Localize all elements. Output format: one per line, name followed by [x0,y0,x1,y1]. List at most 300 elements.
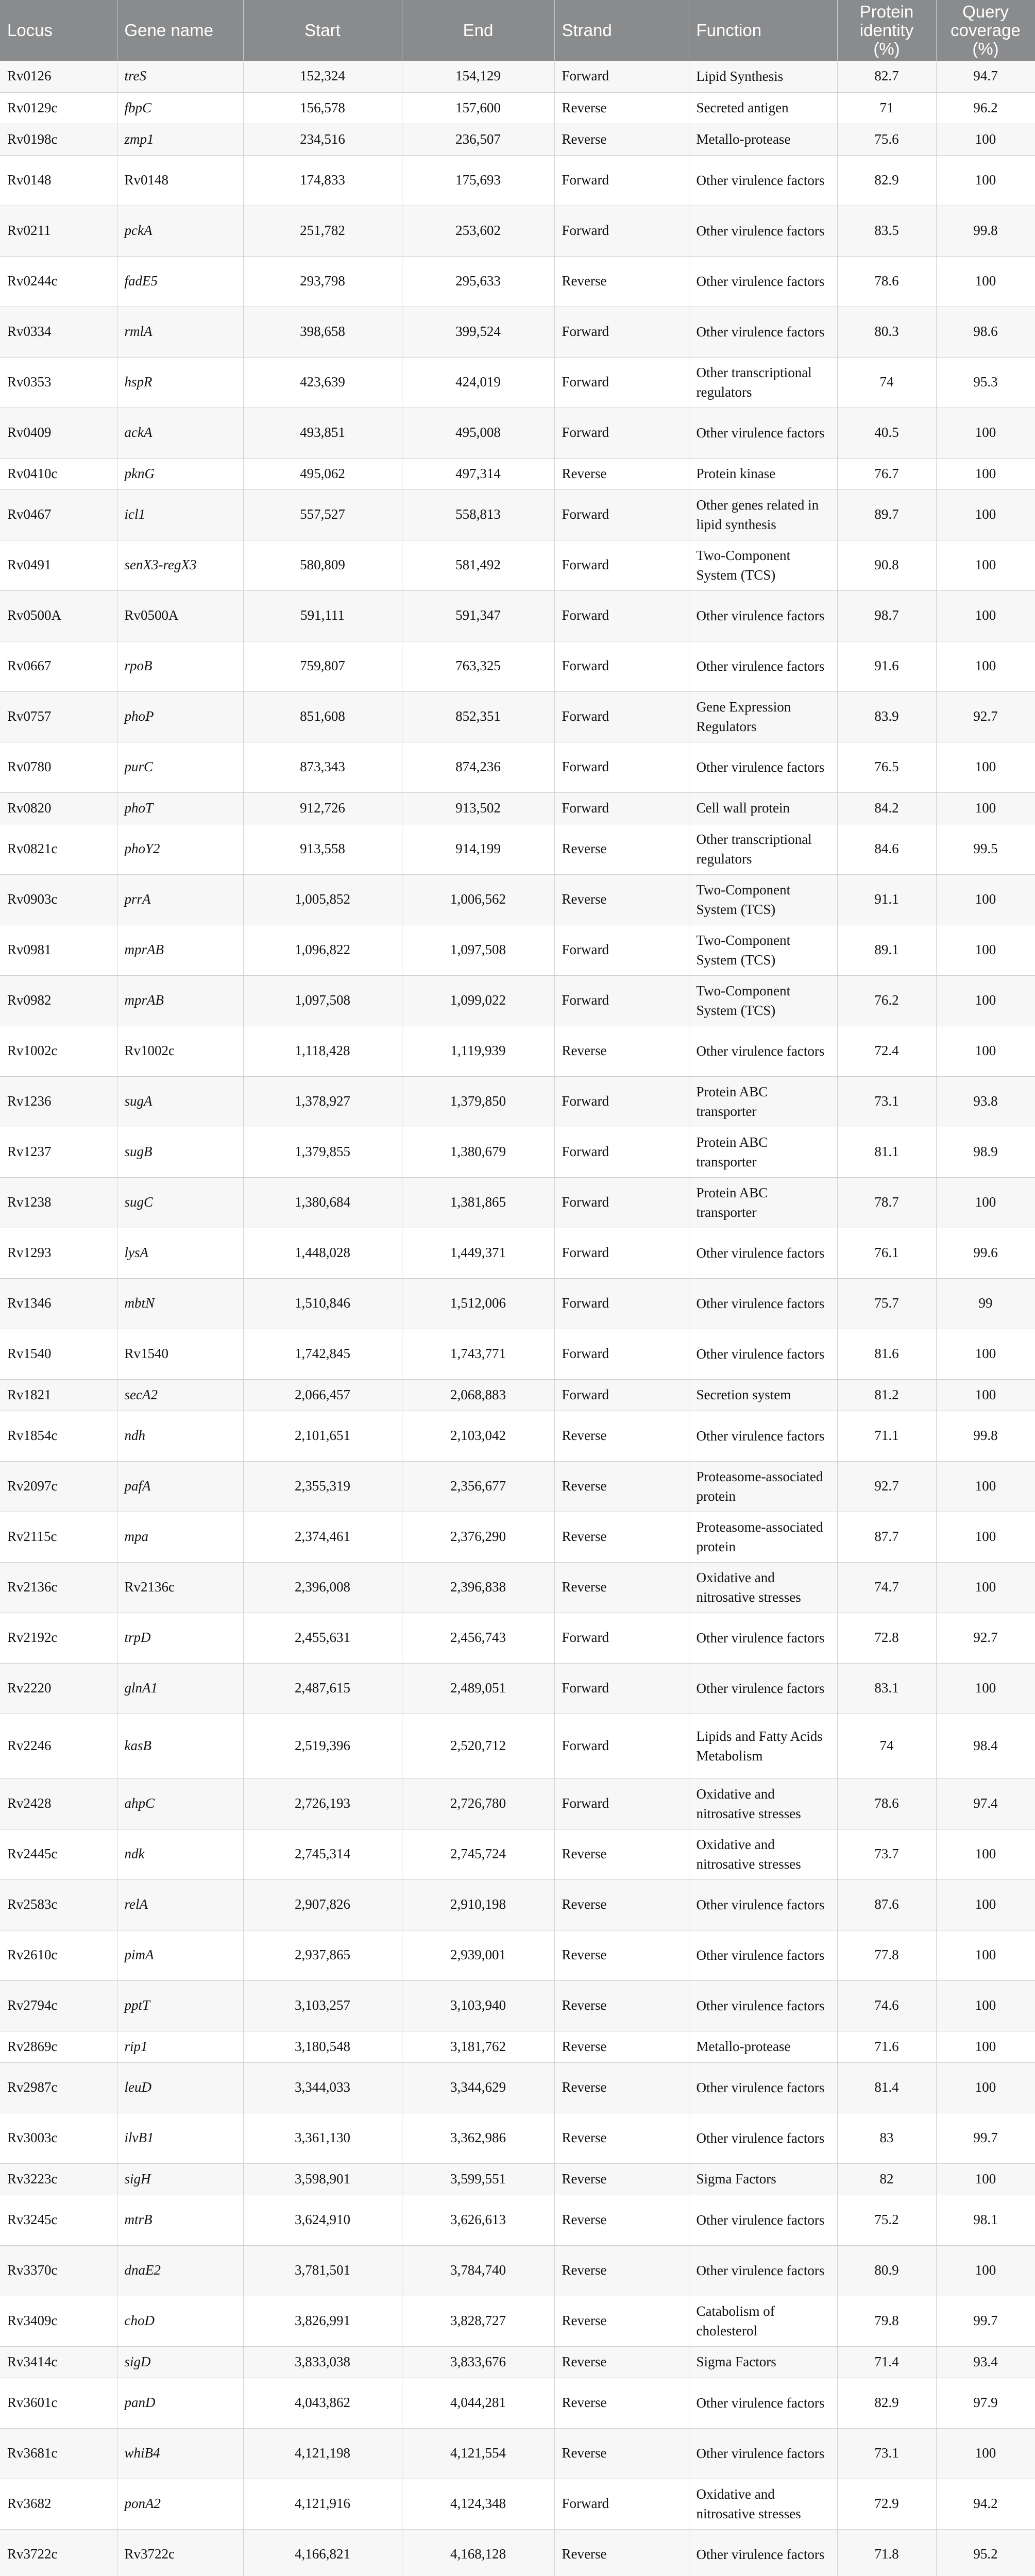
table-row [0,1379,1035,1411]
gene-name-cell: pimA [117,1930,243,1980]
gene-name-cell: Rv0148 [117,155,243,206]
end-cell: 236,507 [402,124,554,155]
end-cell: 852,351 [402,691,554,742]
query-coverage-cell: 100 [936,1879,1035,1930]
function-cell: Metallo-protease [689,2031,837,2062]
function-cell: Protein ABC transporter [689,1177,837,1228]
locus-cell: Rv1236 [0,1076,117,1127]
query-coverage-cell: 97.4 [936,1778,1035,1829]
query-coverage-cell: 100 [936,540,1035,590]
query-coverage-cell: 100 [936,792,1035,824]
locus-cell: Rv0409 [0,408,117,458]
query-coverage-cell: 97.9 [936,2378,1035,2428]
start-cell: 3,361,130 [243,2113,402,2163]
strand-cell: Reverse [554,2245,689,2296]
table-row [0,2062,1035,2113]
protein-identity-cell: 91.1 [837,874,936,925]
strand-cell: Forward [554,155,689,206]
table-row [0,2428,1035,2479]
strand-cell: Reverse [554,2346,689,2378]
start-cell: 1,096,822 [243,925,402,975]
strand-cell: Reverse [554,1829,689,1879]
query-coverage-cell: 100 [936,1379,1035,1411]
gene-name-cell: mpa [117,1512,243,1562]
locus-cell: Rv2192c [0,1613,117,1663]
locus-cell: Rv0903c [0,874,117,925]
start-cell: 398,658 [243,307,402,357]
locus-cell: Rv3409c [0,2296,117,2346]
protein-identity-cell: 76.2 [837,975,936,1026]
locus-cell: Rv3414c [0,2346,117,2378]
gene-name-cell: purC [117,742,243,792]
locus-cell: Rv3223c [0,2163,117,2195]
end-cell: 154,129 [402,61,554,92]
gene-name-cell: Rv2136c [117,1562,243,1613]
end-cell: 424,019 [402,357,554,408]
start-cell: 251,782 [243,206,402,256]
locus-cell: Rv3601c [0,2378,117,2428]
gene-name-cell: Rv3722c [117,2529,243,2576]
end-cell: 175,693 [402,155,554,206]
start-cell: 557,527 [243,489,402,540]
gene-name-cell: fbpC [117,92,243,124]
function-cell: Other virulence factors [689,2378,837,2428]
start-cell: 2,519,396 [243,1714,402,1778]
query-coverage-cell: 92.7 [936,691,1035,742]
protein-identity-cell: 80.3 [837,307,936,357]
end-cell: 3,181,762 [402,2031,554,2062]
end-cell: 3,344,629 [402,2062,554,2113]
function-cell: Other virulence factors [689,1278,837,1329]
gene-name-cell: leuD [117,2062,243,2113]
query-coverage-cell: 100 [936,1663,1035,1714]
header-start: Start [243,0,402,61]
locus-cell: Rv2136c [0,1562,117,1613]
end-cell: 2,726,780 [402,1778,554,1829]
end-cell: 4,044,281 [402,2378,554,2428]
locus-cell: Rv2794c [0,1980,117,2031]
end-cell: 495,008 [402,408,554,458]
strand-cell: Forward [554,61,689,92]
strand-cell: Reverse [554,2378,689,2428]
strand-cell: Reverse [554,1411,689,1461]
start-cell: 3,180,548 [243,2031,402,2062]
start-cell: 2,907,826 [243,1879,402,1930]
protein-identity-cell: 73.1 [837,1076,936,1127]
gene-name-cell: kasB [117,1714,243,1778]
locus-cell: Rv3370c [0,2245,117,2296]
protein-identity-cell: 74.7 [837,1562,936,1613]
table-row [0,2529,1035,2576]
header-strand: Strand [554,0,689,61]
function-cell: Other virulence factors [689,307,837,357]
locus-cell: Rv1821 [0,1379,117,1411]
locus-cell: Rv3003c [0,2113,117,2163]
function-cell: Other virulence factors [689,1663,837,1714]
table-row [0,590,1035,641]
start-cell: 1,380,684 [243,1177,402,1228]
locus-cell: Rv1237 [0,1127,117,1177]
function-cell: Lipids and Fatty Acids Metabolism [689,1714,837,1778]
query-coverage-cell: 99.7 [936,2113,1035,2163]
protein-identity-cell: 74.6 [837,1980,936,2031]
query-coverage-cell: 100 [936,1026,1035,1076]
query-coverage-cell: 100 [936,256,1035,307]
strand-cell: Reverse [554,2296,689,2346]
function-cell: Other virulence factors [689,2529,837,2576]
query-coverage-cell: 100 [936,975,1035,1026]
start-cell: 3,624,910 [243,2195,402,2245]
end-cell: 2,396,838 [402,1562,554,1613]
table-row [0,1980,1035,2031]
function-cell: Gene Expression Regulators [689,691,837,742]
function-cell: Lipid Synthesis [689,61,837,92]
end-cell: 874,236 [402,742,554,792]
function-cell: Other transcriptional regulators [689,357,837,408]
locus-cell: Rv0667 [0,641,117,691]
protein-identity-cell: 82 [837,2163,936,2195]
query-coverage-cell: 95.3 [936,357,1035,408]
protein-identity-cell: 89.1 [837,925,936,975]
strand-cell: Forward [554,2479,689,2529]
protein-identity-cell: 78.6 [837,256,936,307]
query-coverage-cell: 100 [936,2428,1035,2479]
strand-cell: Forward [554,1278,689,1329]
start-cell: 1,448,028 [243,1228,402,1278]
gene-name-cell: Rv0500A [117,590,243,641]
end-cell: 2,745,724 [402,1829,554,1879]
protein-identity-cell: 80.9 [837,2245,936,2296]
table-row [0,540,1035,590]
table-row [0,206,1035,256]
end-cell: 157,600 [402,92,554,124]
table-row [0,2163,1035,2195]
protein-identity-cell: 76.7 [837,458,936,489]
start-cell: 4,043,862 [243,2378,402,2428]
locus-cell: Rv2445c [0,1829,117,1879]
strand-cell: Forward [554,307,689,357]
strand-cell: Reverse [554,1930,689,1980]
gene-name-cell: fadE5 [117,256,243,307]
protein-identity-cell: 74 [837,1714,936,1778]
locus-cell: Rv0757 [0,691,117,742]
strand-cell: Forward [554,1778,689,1829]
locus-cell: Rv1002c [0,1026,117,1076]
query-coverage-cell: 94.7 [936,61,1035,92]
header-locus: Locus [0,0,117,61]
end-cell: 558,813 [402,489,554,540]
function-cell: Other genes related in lipid synthesis [689,489,837,540]
strand-cell: Reverse [554,1562,689,1613]
locus-cell: Rv0211 [0,206,117,256]
locus-cell: Rv2869c [0,2031,117,2062]
start-cell: 2,937,865 [243,1930,402,1980]
protein-identity-cell: 77.8 [837,1930,936,1980]
query-coverage-cell: 99.7 [936,2296,1035,2346]
table-row [0,2195,1035,2245]
query-coverage-cell: 100 [936,1980,1035,2031]
header-gene-name: Gene name [117,0,243,61]
protein-identity-cell: 82.9 [837,155,936,206]
gene-name-cell: mprAB [117,925,243,975]
function-cell: Other virulence factors [689,590,837,641]
end-cell: 913,502 [402,792,554,824]
end-cell: 2,489,051 [402,1663,554,1714]
gene-name-cell: ahpC [117,1778,243,1829]
end-cell: 2,068,883 [402,1379,554,1411]
locus-cell: Rv0981 [0,925,117,975]
end-cell: 1,449,371 [402,1228,554,1278]
query-coverage-cell: 100 [936,874,1035,925]
function-cell: Other virulence factors [689,1411,837,1461]
gene-name-cell: secA2 [117,1379,243,1411]
gene-name-cell: pafA [117,1461,243,1512]
end-cell: 3,626,613 [402,2195,554,2245]
gene-name-cell: sugB [117,1127,243,1177]
header-function: Function [689,0,837,61]
strand-cell: Reverse [554,2195,689,2245]
protein-identity-cell: 71.6 [837,2031,936,2062]
table-row [0,691,1035,742]
function-cell: Other virulence factors [689,256,837,307]
start-cell: 3,781,501 [243,2245,402,2296]
query-coverage-cell: 100 [936,1512,1035,1562]
table-row [0,2031,1035,2062]
gene-name-cell: ponA2 [117,2479,243,2529]
query-coverage-cell: 94.2 [936,2479,1035,2529]
start-cell: 156,578 [243,92,402,124]
function-cell: Oxidative and nitrosative stresses [689,1829,837,1879]
table-body [0,61,1035,2576]
strand-cell: Reverse [554,1512,689,1562]
strand-cell: Reverse [554,874,689,925]
locus-cell: Rv0821c [0,824,117,874]
gene-name-cell: sugA [117,1076,243,1127]
gene-name-cell: phoY2 [117,824,243,874]
protein-identity-cell: 83.9 [837,691,936,742]
locus-cell: Rv2428 [0,1778,117,1829]
table-row [0,1562,1035,1613]
start-cell: 2,066,457 [243,1379,402,1411]
query-coverage-cell: 100 [936,1329,1035,1379]
end-cell: 2,376,290 [402,1512,554,1562]
end-cell: 1,380,679 [402,1127,554,1177]
gene-name-cell: sugC [117,1177,243,1228]
function-cell: Protein ABC transporter [689,1076,837,1127]
strand-cell: Forward [554,1127,689,1177]
function-cell: Proteasome-associated protein [689,1512,837,1562]
query-coverage-cell: 100 [936,155,1035,206]
function-cell: Sigma Factors [689,2163,837,2195]
protein-identity-cell: 84.2 [837,792,936,824]
start-cell: 152,324 [243,61,402,92]
strand-cell: Forward [554,742,689,792]
strand-cell: Forward [554,1177,689,1228]
protein-identity-cell: 72.4 [837,1026,936,1076]
query-coverage-cell: 95.2 [936,2529,1035,2576]
gene-name-cell: panD [117,2378,243,2428]
function-cell: Proteasome-associated protein [689,1461,837,1512]
start-cell: 3,103,257 [243,1980,402,2031]
protein-identity-cell: 84.6 [837,824,936,874]
strand-cell: Forward [554,792,689,824]
start-cell: 2,101,651 [243,1411,402,1461]
locus-cell: Rv0148 [0,155,117,206]
table-row [0,307,1035,357]
end-cell: 581,492 [402,540,554,590]
table-row [0,1329,1035,1379]
table-row [0,124,1035,155]
end-cell: 1,379,850 [402,1076,554,1127]
start-cell: 2,455,631 [243,1613,402,1663]
function-cell: Two-Component System (TCS) [689,975,837,1026]
strand-cell: Forward [554,540,689,590]
table-row [0,357,1035,408]
query-coverage-cell: 100 [936,2031,1035,2062]
protein-identity-cell: 71.4 [837,2346,936,2378]
protein-identity-cell: 75.7 [837,1278,936,1329]
function-cell: Other virulence factors [689,1879,837,1930]
strand-cell: Reverse [554,2031,689,2062]
function-cell: Other virulence factors [689,155,837,206]
protein-identity-cell: 76.1 [837,1228,936,1278]
end-cell: 4,168,128 [402,2529,554,2576]
gene-name-cell: pptT [117,1980,243,2031]
strand-cell: Forward [554,1228,689,1278]
strand-cell: Forward [554,1076,689,1127]
table-row [0,824,1035,874]
strand-cell: Forward [554,590,689,641]
locus-cell: Rv0126 [0,61,117,92]
function-cell: Oxidative and nitrosative stresses [689,2479,837,2529]
end-cell: 3,103,940 [402,1980,554,2031]
function-cell: Other virulence factors [689,742,837,792]
start-cell: 912,726 [243,792,402,824]
locus-cell: Rv2610c [0,1930,117,1980]
table-row [0,1411,1035,1461]
table-row [0,1930,1035,1980]
locus-cell: Rv0198c [0,124,117,155]
query-coverage-cell: 100 [936,1562,1035,1613]
query-coverage-cell: 100 [936,1930,1035,1980]
strand-cell: Forward [554,641,689,691]
table-row [0,256,1035,307]
function-cell: Other virulence factors [689,1980,837,2031]
strand-cell: Reverse [554,458,689,489]
table-row [0,1778,1035,1829]
query-coverage-cell: 96.2 [936,92,1035,124]
end-cell: 4,121,554 [402,2428,554,2479]
end-cell: 2,356,677 [402,1461,554,1512]
query-coverage-cell: 98.6 [936,307,1035,357]
gene-name-cell: pckA [117,206,243,256]
gene-name-cell: lysA [117,1228,243,1278]
strand-cell: Reverse [554,1980,689,2031]
strand-cell: Forward [554,408,689,458]
protein-identity-cell: 89.7 [837,489,936,540]
query-coverage-cell: 100 [936,1177,1035,1228]
gene-name-cell: mprAB [117,975,243,1026]
end-cell: 591,347 [402,590,554,641]
gene-name-cell: Rv1002c [117,1026,243,1076]
end-cell: 2,456,743 [402,1613,554,1663]
end-cell: 1,006,562 [402,874,554,925]
start-cell: 174,833 [243,155,402,206]
gene-name-cell: phoP [117,691,243,742]
locus-cell: Rv2220 [0,1663,117,1714]
table-row [0,2113,1035,2163]
table-row [0,92,1035,124]
function-cell: Other virulence factors [689,2062,837,2113]
start-cell: 495,062 [243,458,402,489]
end-cell: 3,362,986 [402,2113,554,2163]
locus-cell: Rv3681c [0,2428,117,2479]
locus-cell: Rv1854c [0,1411,117,1461]
function-cell: Cell wall protein [689,792,837,824]
function-cell: Secretion system [689,1379,837,1411]
locus-cell: Rv0353 [0,357,117,408]
locus-cell: Rv0820 [0,792,117,824]
strand-cell: Forward [554,925,689,975]
table-row [0,408,1035,458]
start-cell: 2,726,193 [243,1778,402,1829]
function-cell: Other virulence factors [689,1613,837,1663]
function-cell: Two-Component System (TCS) [689,925,837,975]
start-cell: 2,487,615 [243,1663,402,1714]
locus-cell: Rv3722c [0,2529,117,2576]
function-cell: Other virulence factors [689,2113,837,2163]
protein-identity-cell: 81.6 [837,1329,936,1379]
gene-name-cell: dnaE2 [117,2245,243,2296]
query-coverage-cell: 99.8 [936,206,1035,256]
gene-name-cell: rpoB [117,641,243,691]
strand-cell: Reverse [554,2428,689,2479]
function-cell: Protein kinase [689,458,837,489]
table-row [0,1228,1035,1278]
protein-identity-cell: 40.5 [837,408,936,458]
gene-name-cell: ilvB1 [117,2113,243,2163]
start-cell: 1,742,845 [243,1329,402,1379]
function-cell: Other virulence factors [689,2195,837,2245]
function-cell: Secreted antigen [689,92,837,124]
protein-identity-cell: 71 [837,92,936,124]
protein-identity-cell: 81.1 [837,1127,936,1177]
table-row [0,1076,1035,1127]
protein-identity-cell: 79.8 [837,2296,936,2346]
table-row [0,1512,1035,1562]
protein-identity-cell: 75.6 [837,124,936,155]
query-coverage-cell: 100 [936,408,1035,458]
end-cell: 253,602 [402,206,554,256]
locus-cell: Rv2987c [0,2062,117,2113]
start-cell: 913,558 [243,824,402,874]
gene-name-cell: senX3-regX3 [117,540,243,590]
end-cell: 3,833,676 [402,2346,554,2378]
end-cell: 1,743,771 [402,1329,554,1379]
start-cell: 4,121,916 [243,2479,402,2529]
header-row [0,0,1035,61]
strand-cell: Forward [554,975,689,1026]
strand-cell: Reverse [554,2062,689,2113]
end-cell: 1,099,022 [402,975,554,1026]
gene-name-cell: rmlA [117,307,243,357]
table-row [0,1278,1035,1329]
table-row [0,2378,1035,2428]
protein-identity-cell: 87.6 [837,1879,936,1930]
start-cell: 1,118,428 [243,1026,402,1076]
end-cell: 4,124,348 [402,2479,554,2529]
gene-name-cell: hspR [117,357,243,408]
